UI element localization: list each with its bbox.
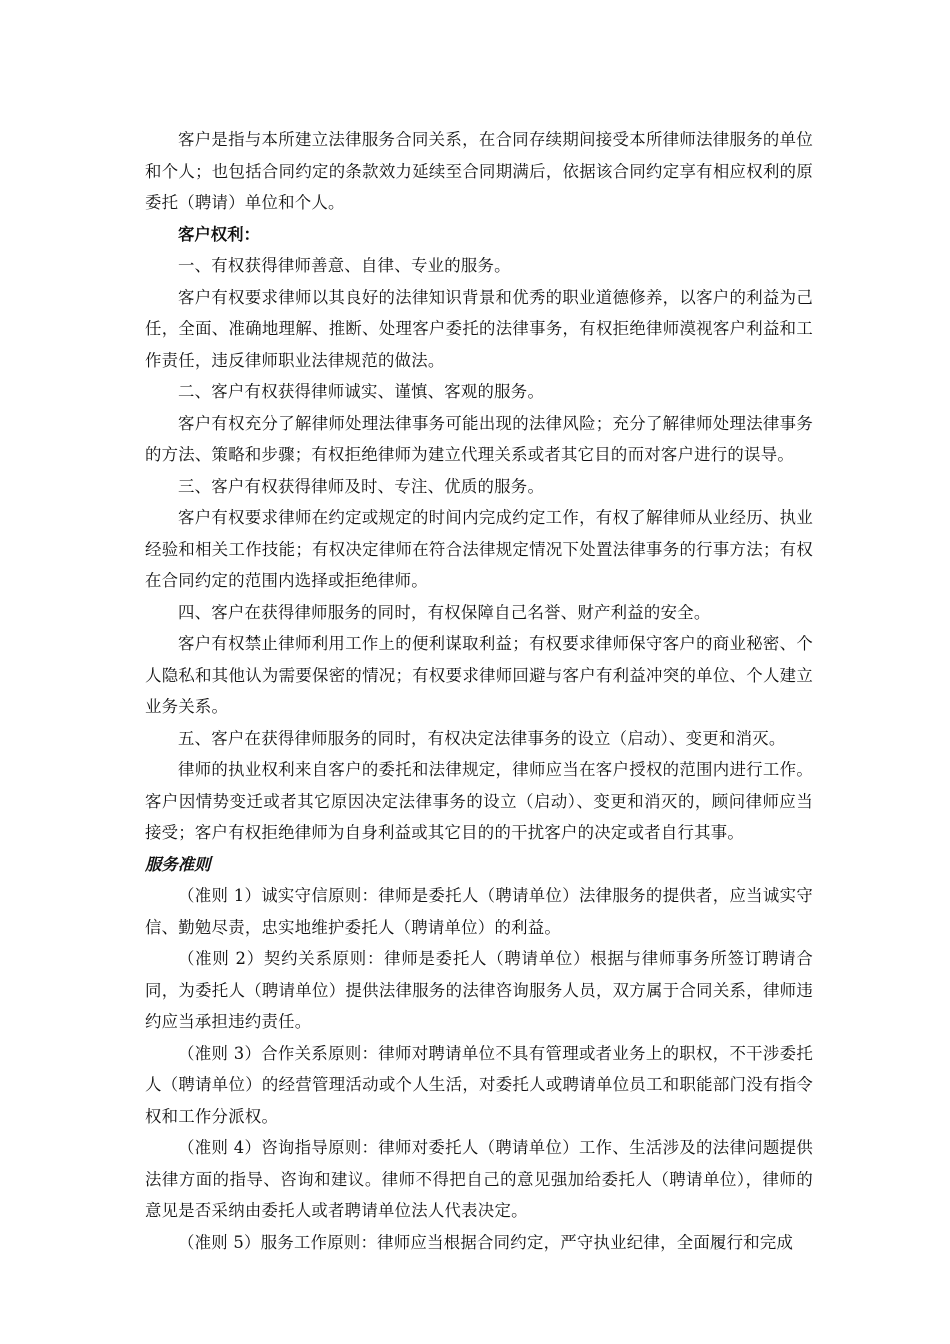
document-body [145,124,813,1258]
rule-3: （准则 3）合作关系原则：律师对聘请单位不具有管理或者业务上的职权，不干涉委托人（聘请单位）的经营管理活动或个人生活，对委托人或聘请单位员工和职能部门没有指令权和工作分派权。 [145,1043,813,1126]
rule-4: （准则 4）咨询指导原则：律师对委托人（聘请单位）工作、生活涉及的法律问题提供法律方面的指导、咨询和建议。律师不得把自己的意见强加给委托人（聘请单位），律师的意见是否采纳由委托人或者聘请单位法人代表决定。 [145,1138,813,1220]
right-3-title: 三、客户有权获得律师及时、专注、优质的服务。 [178,476,545,496]
right-4-body: 客户有权禁止律师利用工作上的便利谋取利益；有权要求律师保守客户的商业秘密、个人隐私和其他认为需要保密的情况；有权要求律师回避与客户有利益冲突的单位、个人建立业务关系。 [145,634,813,716]
rule-5: （准则 5）服务工作原则：律师应当根据合同约定，严守执业纪律，全面履行和完成 [178,1232,794,1252]
rights-heading: 客户权利： [178,224,260,244]
right-2-title: 二、客户有权获得律师诚实、谨慎、客观的服务。 [178,382,545,401]
right-2-body: 客户有权充分了解律师处理法律事务可能出现的法律风险；充分了解律师处理法律事务的方法、策略和步骤；有权拒绝律师为建立代理关系或者其它目的而对客户进行的误导。 [145,413,813,464]
rules-heading: 服务准则 [145,854,211,874]
right-5-title: 五、客户在获得律师服务的同时，有权决定法律事务的设立（启动）、变更和消灭。 [178,728,786,748]
right-1-title: 一、有权获得律师善意、自律、专业的服务。 [178,256,511,275]
rule-1: （准则 1）诚实守信原则：律师是委托人（聘请单位）法律服务的提供者，应当诚实守信、勤勉尽责，忠实地维护委托人（聘请单位）的利益。 [145,886,813,937]
right-3-body: 客户有权要求律师在约定或规定的时间内完成约定工作，有权了解律师从业经历、执业经验和相关工作技能；有权决定律师在符合法律规定情况下处置法律事务的行事方法；有权在合同约定的范围内选择或拒绝律师。 [145,508,813,590]
right-4-title: 四、客户在获得律师服务的同时，有权保障自己名誉、财产利益的安全。 [178,602,711,622]
right-1-body: 客户有权要求律师以其良好的法律知识背景和优秀的职业道德修养，以客户的利益为己任，全面、准确地理解、推断、处理客户委托的法律事务，有权拒绝律师漠视客户利益和工作责任，违反律师职业法律规范的做法。 [145,287,813,370]
intro-paragraph: 客户是指与本所建立法律服务合同关系，在合同存续期间接受本所律师法律服务的单位和个人；也包括合同约定的条款效力延续至合同期满后，依据该合同约定享有相应权利的原委托（聘请）单位和个人。 [145,130,813,212]
rule-2: （准则 2）契约关系原则：律师是委托人（聘请单位）根据与律师事务所签订聘请合同，为委托人（聘请单位）提供法律服务的法律咨询服务人员，双方属于合同关系，律师违约应当承担违约责任。 [145,949,813,1031]
right-5-body: 律师的执业权利来自客户的委托和法律规定，律师应当在客户授权的范围内进行工作。客户因情势变迁或者其它原因决定法律事务的设立（启动）、变更和消灭的，顾问律师应当接受；客户有权拒绝律师为自身利益或其它目的的干扰客户的决定或者自行其事。 [145,760,813,842]
